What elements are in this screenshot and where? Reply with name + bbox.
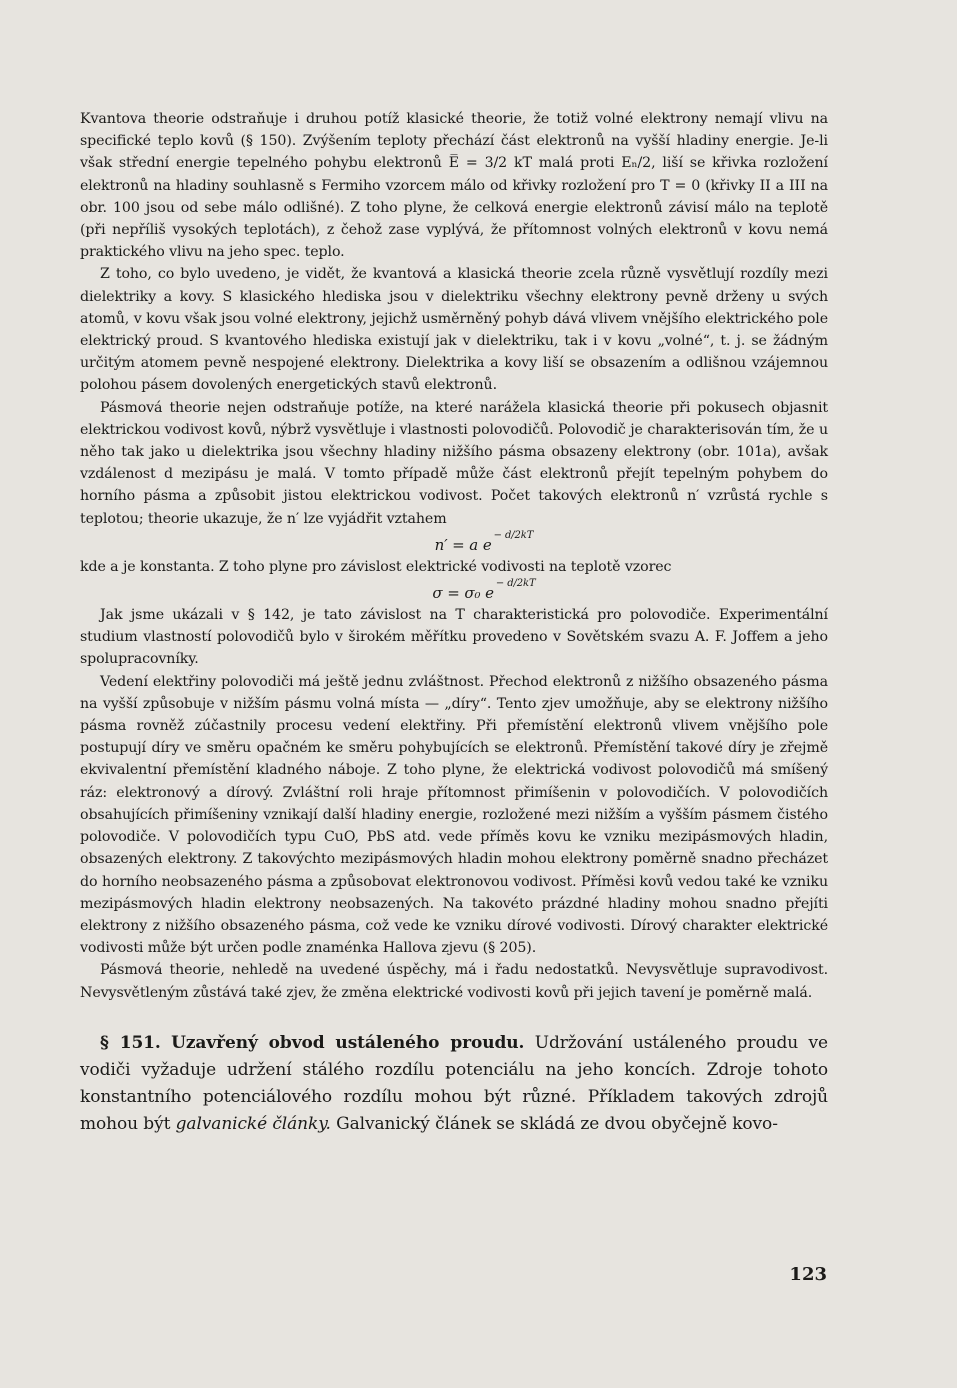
paragraph-6: Vedení elektřiny polovodiči má ještě jednu zvláštnost. Přechod elektronů z nižšího obsazeného pásma na vyšší způsobuje v nižším pásmu volná místa — „díry“. Tento zjev umožňuje, aby se elektrony nižšího pásma rovněž zúčastnily procesu vedení elektřiny. Při přemístění elektronů vlivem vnějšího pole postupují díry ve směru opačném ke směru pohybujících se elektronů. Přemístění takové díry je zřejmě ekvivalentní přemístění kladného náboje. Z toho plyne, že elektrická vodivost polovodičů má smíšený ráz: elektronový a dírový. Zvláštní roli hraje přítomnost přimíšenin v polovodičích. V polovodičích obsahujících přimíšeniny vznikají další hladiny energie, rozložené mezi nižším a vyšším pásmem čistého polovodiče. V polovodičích typu CuO, PbS atd. vede příměs kovu ke vzniku mezipásmových hladin, obsazených elektrony. Z takovýchto mezipásmových hladin mohou elektrony poměrně snadno přecházet do horního neobsazeného pásma a způsobovat elektronovou vodivost. Příměsi kovů vedou také ke vzniku mezipásmových hladin elektrony neobsazených. Na takovéto prázdné hladiny mohou snadno přejíti elektrony z nižšího obsazeného pásma, což vede ke vzniku dírové vodivosti. Dírový charakter elektrické vodivosti může být určen podle znaménka Hallova zjevu (§ 205). <box>80 673 828 957</box>
body-text <box>80 108 828 1138</box>
section-text-1: Udržování ustáleného proudu ve vodiči vyžaduje udržení stálého rozdílu potenciálu na jeho koncích. Zdroje tohoto konstantního potenciálového rozdílu mohou být různé. Příkladem takových zdrojů mohou být <box>80 1032 828 1134</box>
section-title: Uzavřený obvod ustáleného proudu. <box>171 1032 525 1053</box>
page-number: 123 <box>789 1264 827 1285</box>
paragraph-1: Kvantova theorie odstraňuje i druhou potíž klasické theorie, že totiž volné elektrony nemají vlivu na specifické teplo kovů (§ 150). Zvýšením teploty přechází část elektronů na vyšší hladiny energie. Je-li však střední energie tepelného pohybu elektronů E̅ = 3/2 kT malá proti Eₙ/2, liší se křivka rozložení elektronů na hladiny souhlasně s Fermiho vzorcem málo od křivky rozložení pro T = 0 (křivky II a III na obr. 100 jsou od sebe málo odlišné). Z toho plyne, že celková energie elektronů závisí málo na teplotě (při nepříliš vysokých teplotách), z čehož zase vyplývá, že přítomnost volných elektronů v kovu nemá praktického vlivu na jeho spec. teplo. <box>80 111 828 261</box>
section-number: § 151. <box>100 1032 161 1053</box>
section-italic-term: galvanické články. <box>175 1113 331 1134</box>
formula-sigma-main: σ = σ₀ e <box>432 584 494 603</box>
section-151 <box>80 1030 828 1138</box>
formula-n-prime-main: n′ = a e <box>434 535 492 554</box>
formula-n-prime-exponent: − d/2kT <box>493 529 534 541</box>
paragraph-3: Pásmová theorie nejen odstraňuje potíže, na které narážela klasická theorie při pokusech objasnit elektrickou vodivost kovů, nýbrž vysvětluje i vlastnosti polovodičů. Polovodič je charakterisován tím, že u něho tak jako u dielektrika jsou všechny hladiny nižšího pásma obsazeny elektrony (obr. 101a), avšak vzdálenost d mezipásu je malá. V tomto případě může část elektronů přejít tepelným pohybem do horního pásma a způsobit jistou elektrickou vodivost. Počet takových elektronů n′ vzrůstá rychle s teplotou; theorie ukazuje, že n′ lze vyjádřit vztahem <box>80 399 828 527</box>
paragraph-4: kde a je konstanta. Z toho plyne pro závislost elektrické vodivosti na teplotě vzorec <box>80 558 672 575</box>
paragraph-2: Z toho, co bylo uvedeno, je vidět, že kvantová a klasická theorie zcela různě vysvětlují rozdíly mezi dielektriky a kovy. S klasického hlediska jsou v dielektriku všechny elektrony pevně drženy u svých atomů, v kovu však jsou volné elektrony, jejichž usměrněný pohyb dává vlivem vnějšího elektrického pole elektrický proud. S kvantového hlediska existují jak v dielektriku, tak i v kovu „volné“, t. j. se žádným určitým atomem pevně nespojené elektrony. Dielektrika a kovy liší se obsazením a odlišnou vzájemnou polohou pásem dovolených energetických stavů elektronů. <box>80 266 828 394</box>
paragraph-7: Pásmová theorie, nehledě na uvedené úspěchy, má i řadu nedostatků. Nevysvětluje supravodivost. Nevysvětleným zůstává také zjev, že změna elektrické vodivosti kovů při jejich tavení je poměrně malá. <box>80 962 828 1001</box>
formula-n-prime <box>80 530 828 556</box>
formula-sigma-exponent: − d/2kT <box>495 578 536 590</box>
paragraph-5: Jak jsme ukázali v § 142, je tato závislost na T charakteristická pro polovodiče. Experimentální studium vlastností polovodičů bylo v širokém měřítku provedeno v Sovětském svazu A. F. Joffem a jeho spolupracovníky. <box>80 607 828 668</box>
section-text-2: Galvanický článek se skládá ze dvou obyčejně kovo- <box>336 1113 778 1134</box>
formula-sigma <box>80 578 828 604</box>
